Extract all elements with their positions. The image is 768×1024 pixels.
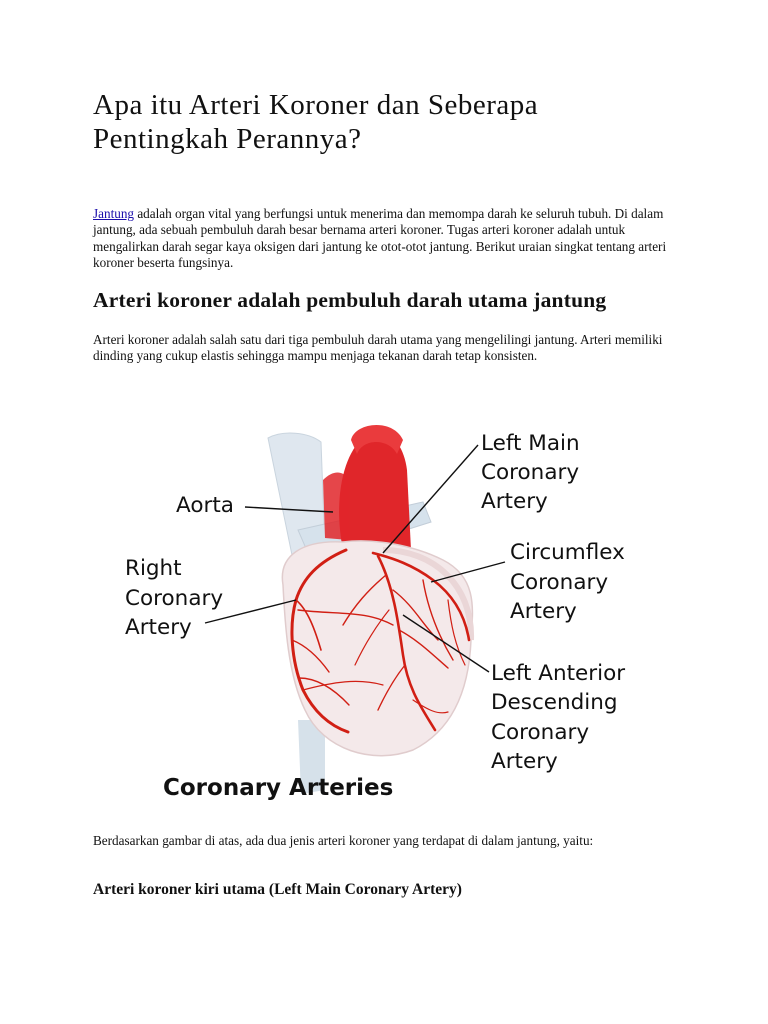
section-heading: Arteri koroner adalah pembuluh darah utama jantung [93, 288, 607, 312]
lad-label-1: Left Anterior [491, 661, 626, 686]
aorta-vessel [323, 425, 411, 558]
left-main-label-2: Coronary [481, 460, 580, 485]
title-line-1: Apa itu Arteri Koroner dan Seberapa [93, 89, 539, 121]
jantung-link[interactable]: Jantung [93, 206, 135, 221]
figure-caption: Coronary Arteries [163, 775, 394, 801]
subsection-heading: Arteri koroner kiri utama (Left Main Coronary Artery) [93, 881, 462, 898]
intro-paragraph [93, 206, 673, 272]
right-coronary-label-1: Right [125, 556, 182, 581]
right-coronary-label-3: Artery [125, 615, 192, 640]
lad-label-3: Coronary [491, 720, 590, 745]
circumflex-label-3: Artery [510, 599, 577, 624]
intro-text: adalah organ vital yang berfungsi untuk menerima dan memompa darah ke seluruh tubuh. Di dalam jantung, ada sebuah pembuluh darah besar bernama arteri koroner. Tugas arteri koroner adalah untuk mengalirkan darah segar kaya oksigen dari jantung ke otot-otot jantung. Berikut uraian singkat tentang arteri koroner beserta fungsinya. [93, 206, 667, 271]
aorta-label: Aorta [176, 493, 234, 518]
circumflex-label-2: Coronary [510, 570, 609, 595]
page-title [93, 88, 693, 156]
right-coronary-label-2: Coronary [125, 586, 224, 611]
lad-label-2: Descending [491, 690, 618, 715]
artery-description-paragraph: Arteri koroner adalah salah satu dari tiga pembuluh darah utama yang mengelilingi jantung. Arteri memiliki dinding yang cukup elastis sehingga mampu menjaga tekanan darah tetap konsisten. [93, 332, 663, 364]
artery-types-paragraph: Berdasarkan gambar di atas, ada dua jenis arteri koroner yang terdapat di dalam jantung, yaitu: [93, 833, 594, 848]
title-line-2: Pentingkah Perannya? [93, 123, 362, 155]
left-main-label-1: Left Main [481, 431, 580, 456]
lad-label-4: Artery [491, 749, 558, 774]
coronary-arteries-figure [93, 410, 685, 812]
circumflex-label-1: Circumflex [510, 540, 625, 565]
left-main-label-3: Artery [481, 489, 548, 514]
